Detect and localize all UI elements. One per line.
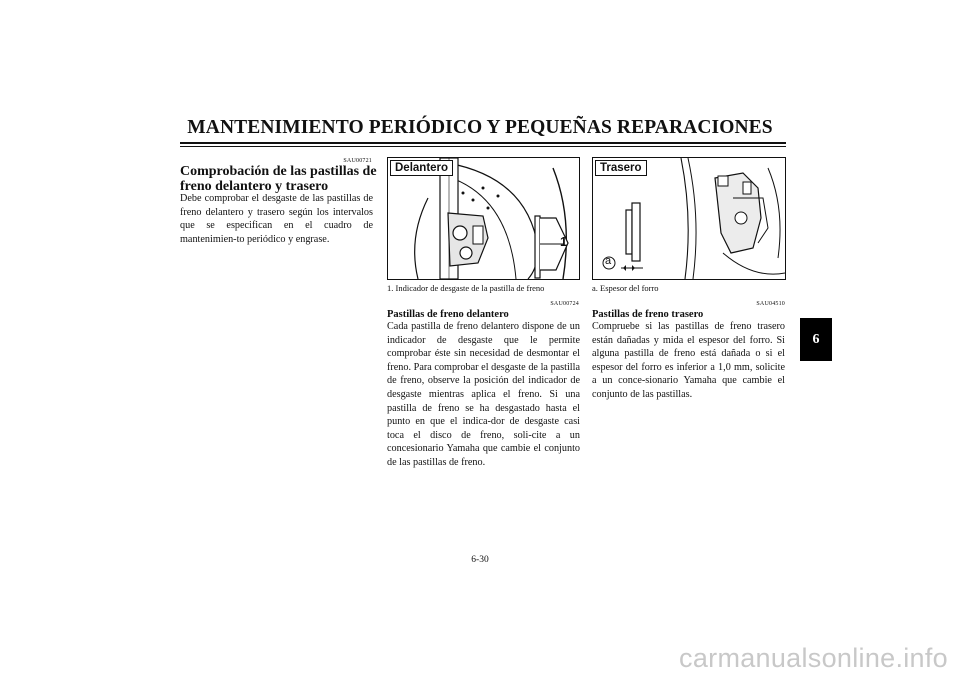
- rear-figure-tag: Trasero: [595, 160, 647, 176]
- front-figure-tag: Delantero: [390, 160, 453, 176]
- rear-brake-figure: [592, 157, 786, 280]
- page-header-title: MANTENIMIENTO PERIÓDICO Y PEQUEÑAS REPARACIONES: [187, 117, 773, 138]
- front-brake-figure: [387, 157, 580, 280]
- section-code: SAU04510: [756, 301, 785, 307]
- page-number: 6-30: [471, 555, 489, 565]
- front-figure-caption: 1. Indicador de desgaste de la pastilla de freno: [387, 283, 545, 293]
- rear-figure-caption: a. Espesor del forro: [592, 283, 659, 293]
- front-callout-label: 1: [560, 234, 568, 249]
- section-code: SAU00721: [343, 158, 372, 164]
- rear-brake-illustration: [593, 158, 785, 279]
- watermark: carmanualsonline.info: [679, 643, 948, 673]
- section-title: Pastillas de freno delantero: [387, 309, 509, 320]
- front-brake-illustration: [388, 158, 579, 279]
- section-title: Pastillas de freno trasero: [592, 309, 704, 320]
- section-code: SAU00724: [550, 301, 579, 307]
- section-text: Cada pastilla de freno delantero dispone de un indicador de desgaste que le permite comprobar éste sin necesidad de desmontar el freno. Para comprobar el desgaste de la pastilla de freno, observe la posición del indicador de desgaste mientras aplica el freno. Si una pastilla de freno se ha desgastado hasta el punto en que el indica-dor de desgaste casi toca el disco de freno, soli-cite a un concesionario Yamaha que cambie el conjunto de las pastillas de freno.: [387, 321, 580, 468]
- header-rule: [180, 142, 786, 144]
- chapter-tab: 6: [800, 318, 832, 361]
- rear-callout-label: a: [605, 255, 612, 267]
- section-text: Debe comprobar el desgaste de las pastillas de freno delantero y trasero según los intervalos que se especifican en el cuadro de mantenimien-to periódico y engrase.: [180, 193, 373, 245]
- section-text: Compruebe si las pastillas de freno trasero están dañadas y mida el espesor del forro. Si alguna pastilla de freno está dañada o si el espesor del forro es inferior a 1,0 mm, solicite a un conce-sionario Yamaha que cambie el conjunto de las pastillas.: [592, 321, 785, 400]
- section-title: Comprobación de las pastillas de freno delantero y trasero: [180, 164, 377, 194]
- header-rule-thin: [180, 146, 786, 147]
